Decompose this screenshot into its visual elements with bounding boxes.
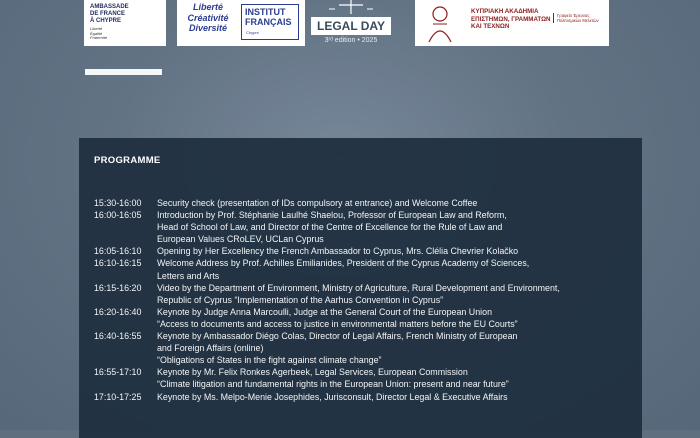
programme-description-line: Welcome Address by Prof. Achilles Emilianides, President of the Cyprus Academy of Sciences, [157,258,530,269]
programme-item [94,366,634,390]
ambassade-line: DE FRANCE [90,11,126,17]
academy-office: Πολιτισμικών Μελετών [557,18,599,23]
programme-description [157,257,634,281]
programme-item [94,330,634,366]
programme-item [94,391,634,403]
programme-description [157,282,634,306]
ambassade-logo [84,0,166,46]
programme-description-line: Republic of Cyprus “Implementation of the Aarhus Convention in Cyprus” [157,294,444,305]
programme-item [94,197,634,209]
institut-name: FRANÇAIS [245,17,292,27]
programme-description-line: Security check (presentation of IDs compulsory at entrance) and Welcome Coffee [157,198,478,208]
accent-divider [85,69,162,75]
programme-item [94,245,634,257]
institut-motto: Liberté [192,2,223,12]
institut-francais-logo [177,0,305,46]
programme-description [157,306,634,330]
academy-name: ΕΠΙΣΤΗΜΩΝ, ΓΡΑΜΜΑΤΩΝ [471,15,551,23]
programme-description-line: Video by the Department of Environment, Ministry of Agriculture, Rural Development and Environment, [157,282,560,293]
programme-description [157,330,634,366]
programme-description-line: and Foreign Affairs (online) [157,343,264,354]
programme-description-line: Keynote by Judge Anna Marcoulli, Judge at the General Court of the European Union [157,306,493,317]
institut-name: INSTITUT [245,7,286,17]
programme-description-line: Opening by Her Excellency the French Ambassador to Cyprus, Mrs. Clélia Chevrier Kolačko [157,246,519,257]
programme-description-line: Letters and Arts [157,270,220,281]
programme-time: 16:55-17:10 [94,367,142,378]
programme-description [157,391,634,403]
academy-office: Γραφείο Έρευνας [557,13,590,18]
ambassade-motto: Fraternité [90,35,108,40]
legal-day-logo [311,0,391,48]
programme-item [94,306,634,330]
programme-panel [79,138,642,438]
programme-description-line: Keynote by Ms. Melpo-Menie Josephides, Jurisconsult, Director Legal & Executive Affairs [157,391,508,402]
academy-name: ΚΑΙ ΤΕΧΝΩΝ [471,23,510,30]
programme-heading: PROGRAMME [94,155,161,166]
academy-emblem-icon [423,2,457,44]
programme-schedule [94,197,634,403]
ambassade-line: AMBASSADE [90,4,129,10]
programme-time: 16:20-16:40 [94,306,142,317]
programme-description [157,245,634,257]
legal-day-title: LEGAL DAY [311,17,391,35]
programme-description-line: “Access to documents and access to justice in environmental matters before the EU Courts” [157,318,518,329]
programme-description-line: Keynote by Ambassador Diégo Colas, Director of Legal Affairs, French Ministry of European [157,331,518,342]
programme-description-line: Introduction by Prof. Stéphanie Laulhé Shaelou, Professor of European Law and Reform, [157,210,507,221]
institut-motto: Créativité [187,12,229,23]
programme-time: 16:00-16:05 [94,210,142,221]
programme-description [157,209,634,245]
programme-time: 16:15-16:20 [94,282,142,293]
programme-item [94,257,634,281]
programme-time: 15:30-16:00 [94,198,142,208]
academy-name: ΚΥΠΡΙΑΚΗ ΑΚΑΔΗΜΙΑ [471,8,539,15]
programme-time: 16:40-16:55 [94,331,142,342]
ambassade-motto: Égalité [90,30,103,36]
programme-description [157,197,634,209]
programme-description-line: “Obligations of States in the fight against climate change” [157,355,382,366]
legal-day-edition: 3ʳᵈ edition • 2025 [324,37,378,44]
programme-description-line: Head of School of Law, and Director of the Centre of Excellence for the Rule of Law and [157,222,503,233]
scales-icon [311,0,391,16]
programme-item [94,282,634,306]
ambassade-line: À CHYPRE [90,18,122,24]
ambassade-motto: Liberté [90,26,103,31]
programme-time: 16:10-16:15 [94,258,142,269]
programme-item [94,209,634,245]
programme-description-line: “Climate litigation and fundamental rights in the European Union: present and near future” [157,379,509,390]
programme-description [157,366,634,390]
programme-description-line: Keynote by Mr. Felix Ronkes Agerbeek, Legal Services, European Commission [157,367,468,378]
institut-name-box [241,4,299,40]
institut-motto: Diversité [188,23,228,33]
institut-country: Chypre [246,30,259,35]
programme-time: 17:10-17:25 [94,391,142,402]
programme-time: 16:05-16:10 [94,246,142,257]
academy-logo [415,0,609,46]
programme-description-line: European Values CRoLEV, UCLan Cyprus [157,234,324,245]
